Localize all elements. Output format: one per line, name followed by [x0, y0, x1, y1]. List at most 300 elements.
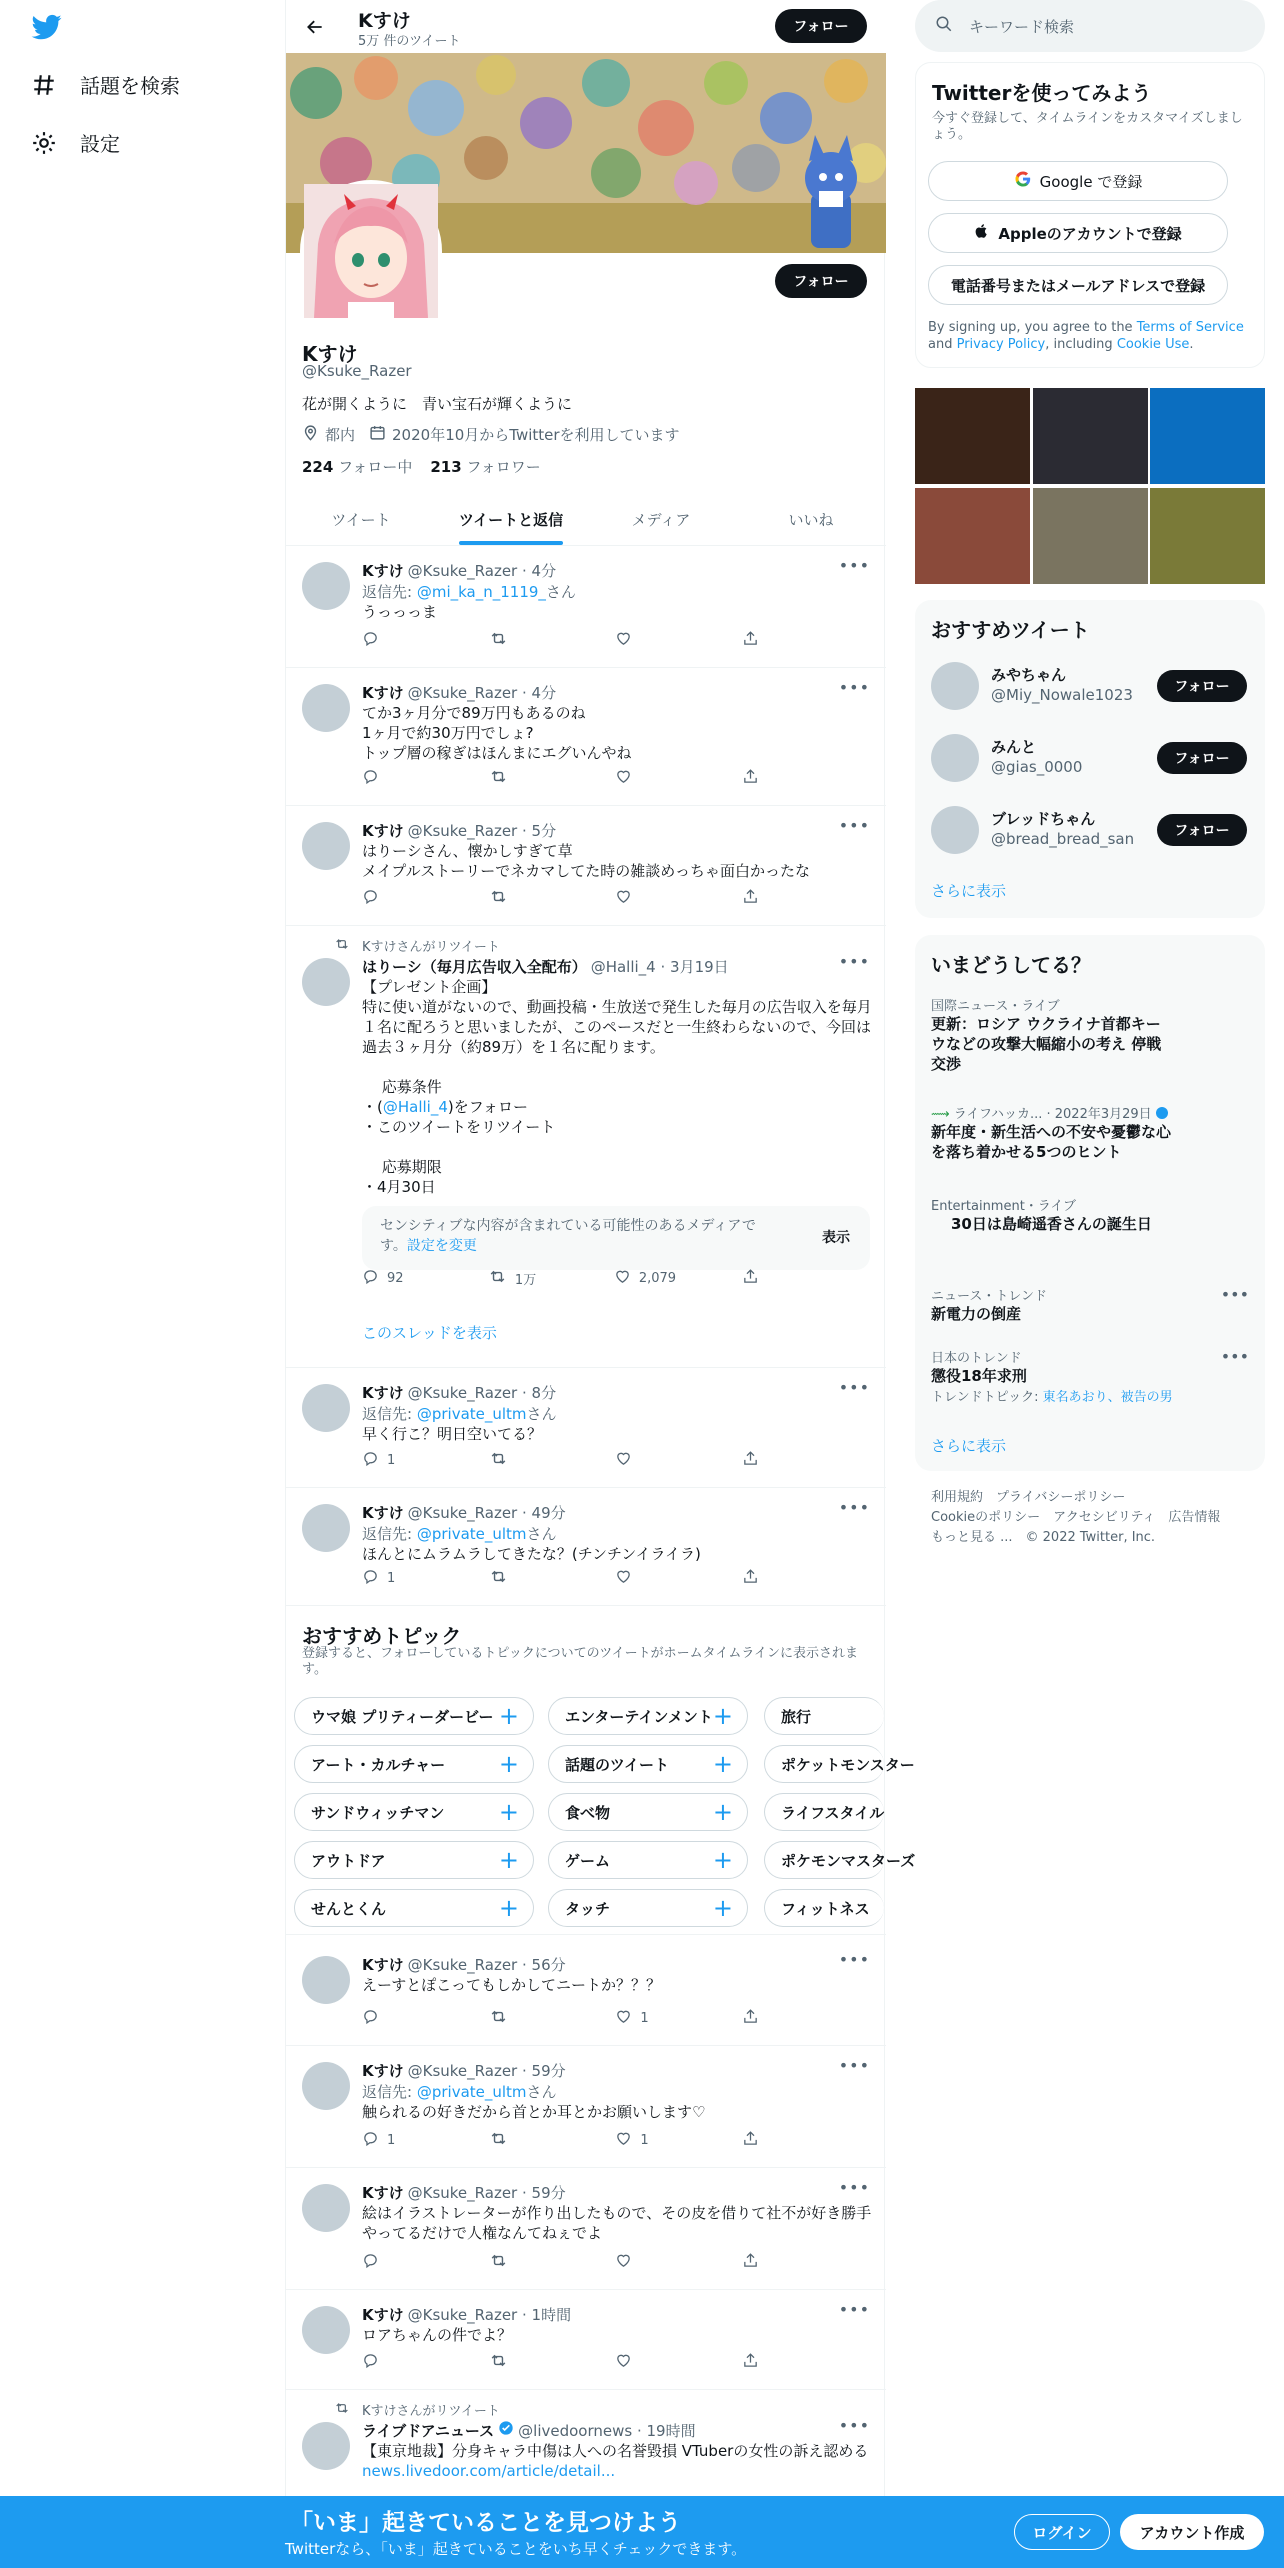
- topic-label: せんとくん: [311, 1899, 387, 1918]
- tweet-text: 早く行こ？明日空いてる？: [362, 1425, 543, 1443]
- more-icon[interactable]: •••: [838, 2056, 870, 2075]
- like-button[interactable]: [615, 630, 675, 650]
- twitter-logo-icon[interactable]: [30, 12, 70, 44]
- topics-subtitle: 登録すると、フォローしているトピックについてのツイートがホームタイムラインに表示されます。: [302, 1646, 859, 1677]
- tweet-author-name[interactable]: Kすけ: [362, 562, 404, 580]
- location-pin-icon: [302, 424, 319, 445]
- like-button[interactable]: [615, 1450, 675, 1470]
- tweet-actions: [362, 1568, 802, 1588]
- tweet-avatar[interactable]: [302, 2062, 350, 2110]
- google-signup-button[interactable]: [928, 161, 1228, 201]
- tweet-handle-time: @Ksuke_Razer · 5分: [407, 822, 557, 840]
- heart-icon: [615, 630, 632, 651]
- reply-button[interactable]: [362, 2130, 422, 2150]
- search-icon: [935, 15, 953, 37]
- reply-icon: [362, 1450, 379, 1471]
- more-icon[interactable]: •••: [1220, 1347, 1249, 1366]
- heart-icon: [615, 768, 632, 789]
- footer-line[interactable]: 利用規約 プライバシーポリシー: [931, 1490, 1126, 1505]
- retweet-icon: [489, 1449, 508, 1472]
- like-button[interactable]: [615, 2252, 675, 2272]
- gear-icon: [30, 129, 58, 157]
- login-button[interactable]: ログイン: [1014, 2514, 1110, 2550]
- tweet-text: てか3ヶ月分で89万円もあるのね 1ヶ月で約30万円でしょ? トップ層の稼ぎはほんまにエグいんやね: [362, 704, 632, 762]
- profile-joined: [369, 424, 680, 445]
- tweet-actions: [362, 2008, 802, 2028]
- like-button[interactable]: [615, 2130, 675, 2150]
- topic-chip[interactable]: [548, 1793, 748, 1831]
- more-icon[interactable]: •••: [838, 1498, 870, 1517]
- heart-icon: [615, 2008, 632, 2029]
- retweet-button[interactable]: [489, 2252, 549, 2272]
- trend-sub-label: トレンドトピック:: [931, 1390, 1043, 1405]
- retweet-button[interactable]: [489, 2008, 549, 2028]
- profile-avatar[interactable]: [300, 180, 442, 322]
- signup-card: [915, 62, 1265, 368]
- tweet-avatar[interactable]: [302, 2422, 350, 2470]
- more-icon[interactable]: •••: [838, 678, 870, 697]
- tweet-author-name[interactable]: Kすけ: [362, 2184, 404, 2202]
- tweet-handle-time: @Ksuke_Razer · 59分: [407, 2184, 566, 2202]
- share-icon: [742, 2008, 759, 2029]
- tweet[interactable]: [286, 926, 886, 1368]
- signup-title: Twitterを使ってみよう: [932, 81, 1152, 105]
- suggestion-avatar[interactable]: [931, 806, 979, 854]
- heart-icon: [615, 1568, 632, 1589]
- trends-show-more[interactable]: さらに表示: [931, 1437, 1007, 1455]
- terms-text: By signing up, you agree to the: [928, 320, 1137, 335]
- trend-title: 懲役18年求刑: [931, 1367, 1027, 1385]
- trend-context: ニュース・トレンド: [931, 1289, 1048, 1304]
- tweet-handle-time: @Ksuke_Razer · 1時間: [407, 2306, 572, 2324]
- more-icon[interactable]: •••: [838, 1378, 870, 1397]
- suggestion-handle: @bread_bread_san: [991, 830, 1135, 848]
- bottom-bar-subtitle: Twitterなら、「いま」起きていることをいち早くチェックできます。: [285, 2540, 747, 2558]
- change-settings-link[interactable]: 設定を変更: [406, 1238, 477, 1254]
- tweet-handle-time: @Ksuke_Razer · 56分: [407, 1956, 566, 1974]
- tweet-avatar[interactable]: [302, 1504, 350, 1552]
- suggestion-follow-button[interactable]: フォロー: [1157, 670, 1247, 702]
- trend-title: 30日は島崎遥香さんの誕生日: [951, 1215, 1152, 1233]
- share-button[interactable]: [742, 768, 802, 788]
- retweeted-by-label: Kすけさんがリツイート: [362, 2404, 500, 2419]
- topic-label: 食べ物: [565, 1803, 611, 1822]
- tweet-author-name[interactable]: ライブドアニュース: [362, 2422, 495, 2440]
- tweet-avatar[interactable]: [302, 1956, 350, 2004]
- tweet-avatar[interactable]: [302, 1384, 350, 1432]
- topic-chip[interactable]: [294, 1889, 534, 1927]
- tweet-actions: [362, 1450, 802, 1470]
- share-button[interactable]: [742, 2252, 802, 2272]
- more-icon[interactable]: •••: [1220, 1285, 1249, 1304]
- tweet-text-part: )をフォロー ・このツイートをリツイート 応募期限 ・4月30日: [362, 1098, 556, 1196]
- reply-button[interactable]: [362, 1268, 422, 1288]
- who-to-follow-title: おすすめツイート: [931, 618, 1090, 642]
- topic-chip[interactable]: [548, 1889, 748, 1927]
- calendar-icon: [369, 424, 386, 445]
- more-icon[interactable]: •••: [838, 2178, 870, 2197]
- tweet-header: [362, 1954, 872, 1975]
- retweet-button[interactable]: [489, 630, 549, 650]
- tweet[interactable]: [286, 668, 886, 806]
- reply-icon: [362, 2008, 379, 2029]
- search-placeholder: キーワード検索: [969, 17, 1075, 36]
- reply-to-line: [362, 1523, 872, 1544]
- sensitive-media-warning: [362, 1206, 870, 1270]
- reply-button[interactable]: [362, 630, 422, 650]
- plus-icon: +: [712, 1798, 733, 1826]
- tweet-text: ロアちゃんの件でよ？: [362, 2326, 513, 2344]
- share-button[interactable]: [742, 630, 802, 650]
- like-button[interactable]: [615, 1568, 675, 1588]
- reply-suffix: さん: [526, 1405, 557, 1423]
- footer-line[interactable]: Cookieのポリシー アクセシビリティ 広告情報: [931, 1510, 1221, 1525]
- reply-icon: [362, 768, 379, 789]
- reply-prefix: 返信先:: [362, 583, 413, 601]
- tweet-avatar[interactable]: [302, 2306, 350, 2354]
- followers-link[interactable]: [430, 456, 540, 477]
- retweet-icon: [488, 1267, 507, 1290]
- reply-to-line: [362, 2081, 872, 2102]
- tweet-text: はりーシさん、懐かしすぎて草 メイプルストーリーでネカマしてた時の雑談めっちゃ面白かったな: [362, 842, 811, 880]
- reply-to-line: [362, 1403, 872, 1424]
- share-button[interactable]: [742, 1568, 802, 1588]
- share-button[interactable]: [742, 2352, 802, 2372]
- tweet[interactable]: [286, 546, 886, 668]
- media-photo-grid: [915, 388, 1265, 584]
- retweet-icon: [489, 629, 508, 652]
- trend-item[interactable]: [931, 1285, 1251, 1324]
- trend-sub-links[interactable]: 東名あおり、被告の男: [1042, 1390, 1173, 1405]
- tweet-header: [362, 2420, 872, 2441]
- retweet-icon: [489, 1567, 508, 1590]
- tweet-author-name[interactable]: Kすけ: [362, 684, 404, 702]
- tweet-author-name[interactable]: Kすけ: [362, 2062, 404, 2080]
- retweet-button[interactable]: [489, 1450, 549, 1470]
- bottom-bar-title: 「いま」起きていることを見つけよう: [290, 2510, 681, 2536]
- media-thumbnail[interactable]: [1150, 488, 1265, 584]
- profile-column: [285, 0, 916, 2568]
- trend-context-row: [931, 1103, 1251, 1122]
- topic-label: ポケットモンスター: [781, 1755, 915, 1774]
- share-button[interactable]: [742, 888, 802, 908]
- terms-text: and: [928, 337, 957, 352]
- like-button[interactable]: [615, 768, 675, 788]
- share-icon: [742, 888, 759, 909]
- reply-to-handle[interactable]: @mi_ka_n_1119_: [416, 583, 546, 601]
- media-thumbnail[interactable]: [915, 388, 1030, 484]
- tweet-body: [362, 1954, 872, 1995]
- signup-terms: [928, 319, 1254, 353]
- share-icon: [742, 2352, 759, 2373]
- topic-label: 旅行: [781, 1707, 812, 1726]
- google-icon: [1014, 170, 1032, 192]
- more-icon[interactable]: •••: [838, 2300, 870, 2319]
- reply-icon: [362, 2352, 379, 2373]
- profile-tabs: [286, 494, 886, 546]
- tweet-text: えーすとぽこってもしかしてニートか？？？: [362, 1976, 661, 1994]
- terms-text: , including: [1045, 337, 1117, 352]
- tweet[interactable]: [286, 2046, 886, 2168]
- tab-tweets-and-replies[interactable]: ツイートと返信: [436, 494, 586, 545]
- reply-suffix: さん: [545, 583, 576, 601]
- apple-signup-button[interactable]: [928, 213, 1228, 253]
- tweet[interactable]: [286, 1368, 886, 1488]
- reply-to-handle[interactable]: @private_ultm: [416, 1525, 527, 1543]
- retweet-icon: [489, 2351, 508, 2374]
- tweet-author-name[interactable]: Kすけ: [362, 2306, 404, 2324]
- media-thumbnail[interactable]: [1150, 388, 1265, 484]
- topic-chip[interactable]: [764, 1841, 916, 1879]
- tweet-header: [362, 2182, 872, 2203]
- retweet-icon: [489, 887, 508, 910]
- tweet-avatar[interactable]: [302, 822, 350, 870]
- tweet-text: [362, 977, 872, 1197]
- tweet-author-name[interactable]: Kすけ: [362, 1384, 404, 1402]
- like-count: 1: [640, 2010, 649, 2026]
- retweet-icon: [334, 2400, 350, 2420]
- tweet-author-name[interactable]: はりーシ（毎月広告収入全配布）: [362, 958, 587, 976]
- trend-title: 更新：ロシア ウクライナ首都キーウなどの攻撃大幅縮小の考え 停戦交渉: [931, 1015, 1162, 1073]
- mention-link[interactable]: @Halli_4: [382, 1098, 448, 1116]
- profile-handle: @Ksuke_Razer: [302, 362, 412, 380]
- media-thumbnail[interactable]: [1033, 488, 1148, 584]
- follow-suggestion[interactable]: [915, 722, 1265, 792]
- reply-icon: [362, 2252, 379, 2273]
- topic-chip[interactable]: [764, 1697, 884, 1735]
- reply-button[interactable]: [362, 1450, 422, 1470]
- cookie-use-link[interactable]: Cookie Use: [1116, 337, 1190, 352]
- followers-count: 213: [430, 458, 462, 476]
- tab-media[interactable]: メディア: [631, 511, 691, 529]
- share-button[interactable]: [742, 1450, 802, 1470]
- suggestion-avatar[interactable]: [931, 662, 979, 710]
- suggestion-follow-button[interactable]: フォロー: [1157, 742, 1247, 774]
- topic-chip[interactable]: [294, 1745, 534, 1783]
- reply-button[interactable]: [362, 888, 422, 908]
- tweet[interactable]: [286, 1488, 886, 1606]
- signup-bottom-bar: [0, 2496, 1284, 2568]
- tweet-handle-time: @Ksuke_Razer · 4分: [407, 562, 557, 580]
- reply-button[interactable]: [362, 768, 422, 788]
- reply-prefix: 返信先:: [362, 2083, 413, 2101]
- reply-prefix: 返信先:: [362, 1525, 413, 1543]
- plus-icon: +: [712, 1894, 733, 1922]
- signup-subtitle: 今すぐ登録して、タイムラインをカスタマイズしましょう。: [932, 111, 1243, 142]
- topic-chip[interactable]: [294, 1793, 534, 1831]
- like-count: 2,079: [638, 1270, 677, 1286]
- tweet-avatar[interactable]: [302, 684, 350, 732]
- left-nav: [0, 0, 285, 2568]
- tweet-handle-time: @Ksuke_Razer · 4分: [407, 684, 557, 702]
- tweet[interactable]: [286, 2290, 886, 2390]
- terms-of-service-link[interactable]: Terms of Service: [1136, 320, 1244, 335]
- tweet-link[interactable]: news.livedoor.com/article/detail...: [362, 2462, 616, 2480]
- plus-icon: +: [498, 1750, 519, 1778]
- reply-icon: [362, 1568, 379, 1589]
- profile-follow-button[interactable]: フォロー: [775, 264, 867, 298]
- topic-label: タッチ: [565, 1899, 611, 1918]
- trend-item[interactable]: [931, 995, 1251, 1074]
- trends-card: [915, 935, 1265, 1471]
- tweet-body: [362, 820, 872, 881]
- tweet-actions: [362, 2130, 802, 2150]
- heart-icon: [615, 1450, 632, 1471]
- tweet[interactable]: [286, 2390, 886, 2500]
- trend-item[interactable]: [931, 1195, 1251, 1234]
- topic-chip[interactable]: [548, 1697, 748, 1735]
- retweet-icon: [489, 2251, 508, 2274]
- follow-suggestion[interactable]: [915, 650, 1265, 720]
- retweet-button[interactable]: [489, 888, 549, 908]
- signup-button[interactable]: アカウント作成: [1120, 2514, 1264, 2550]
- following-link[interactable]: [302, 456, 412, 477]
- topic-chip[interactable]: [764, 1889, 884, 1927]
- tab-tweets[interactable]: ツイート: [331, 511, 391, 529]
- reply-button[interactable]: [362, 2352, 422, 2372]
- nav-settings-label: 設定: [80, 132, 120, 156]
- reply-button[interactable]: [362, 1568, 422, 1588]
- tweet-avatar[interactable]: [302, 562, 350, 610]
- suggestion-avatar[interactable]: [931, 734, 979, 782]
- tweet[interactable]: [286, 2168, 886, 2290]
- followers-label: フォロワー: [466, 458, 541, 476]
- more-icon[interactable]: •••: [838, 2416, 870, 2435]
- share-button[interactable]: [742, 1268, 802, 1288]
- tab-likes[interactable]: いいね: [788, 511, 834, 529]
- retweet-button[interactable]: [489, 1568, 549, 1588]
- trend-context: 国際ニュース・ライブ: [931, 999, 1060, 1014]
- like-button[interactable]: [615, 2352, 675, 2372]
- retweet-button[interactable]: [489, 2352, 549, 2372]
- reply-button[interactable]: [362, 2252, 422, 2272]
- tweet[interactable]: [286, 806, 886, 926]
- back-arrow-icon[interactable]: [300, 12, 330, 42]
- profile-joined-text: 2020年10月からTwitterを利用しています: [392, 426, 680, 444]
- footer-line[interactable]: もっと見る ... © 2022 Twitter, Inc.: [931, 1530, 1156, 1545]
- sensitive-text-main: センシティブな内容が含まれている可能性のあるメディアです。: [380, 1218, 756, 1254]
- trends-title: いまどうしてる？: [931, 953, 1091, 977]
- like-button[interactable]: [615, 2008, 675, 2028]
- suggestion-handle: @Miy_Nowale1023: [991, 686, 1133, 704]
- header-follow-button[interactable]: フォロー: [775, 9, 867, 43]
- more-icon[interactable]: •••: [838, 1950, 870, 1969]
- like-button[interactable]: [614, 1268, 676, 1288]
- nav-settings[interactable]: [30, 128, 120, 157]
- topic-chip[interactable]: [764, 1793, 884, 1831]
- tweet-author-name[interactable]: Kすけ: [362, 822, 404, 840]
- media-thumbnail[interactable]: [915, 488, 1030, 584]
- tweet-header: [362, 682, 872, 703]
- verified-badge-icon: [1156, 1107, 1168, 1119]
- profile-meta: [302, 424, 680, 445]
- retweeted-by-label: Kすけさんがリツイート: [362, 940, 500, 955]
- tweet-header: [362, 956, 872, 977]
- rt-count: 1万: [514, 1272, 537, 1288]
- more-icon[interactable]: •••: [838, 952, 870, 971]
- tweet-avatar[interactable]: [302, 958, 350, 1006]
- follow-suggestion[interactable]: [915, 794, 1265, 864]
- trend-item[interactable]: [931, 1103, 1251, 1162]
- trend-item[interactable]: [931, 1347, 1251, 1405]
- show-thread-link[interactable]: このスレッドを表示: [362, 1324, 497, 1342]
- topic-chip[interactable]: [548, 1841, 748, 1879]
- suggestion-name: ブレッドちゃん: [991, 810, 1096, 828]
- share-icon: [742, 1450, 759, 1471]
- plus-icon: +: [498, 1846, 519, 1874]
- more-icon[interactable]: •••: [838, 816, 870, 835]
- source-logo-icon: ⟿: [931, 1107, 950, 1122]
- heart-icon: [614, 1268, 631, 1289]
- share-icon: [742, 1268, 759, 1289]
- retweet-icon: [489, 2129, 508, 2152]
- reply-icon: [362, 888, 379, 909]
- topic-chip[interactable]: [548, 1745, 748, 1783]
- verified-badge-icon: [498, 2420, 514, 2441]
- tweet-author-name[interactable]: Kすけ: [362, 1504, 404, 1522]
- tweet-author-name[interactable]: Kすけ: [362, 1956, 404, 1974]
- who-to-follow-card: [915, 600, 1265, 918]
- tweet-header: [362, 2304, 872, 2325]
- topic-label: アート・カルチャー: [311, 1755, 446, 1774]
- reply-to-handle[interactable]: @private_ultm: [416, 1405, 527, 1423]
- topic-label: フィットネス: [781, 1899, 870, 1918]
- heart-icon: [615, 888, 632, 909]
- share-button[interactable]: [742, 2008, 802, 2028]
- topic-chip[interactable]: [764, 1745, 915, 1783]
- suggestion-handle: @gias_0000: [991, 758, 1083, 776]
- topic-label: アウトドア: [311, 1851, 386, 1870]
- like-button[interactable]: [615, 888, 675, 908]
- plus-icon: +: [712, 1702, 734, 1730]
- nav-explore[interactable]: [30, 70, 180, 99]
- media-thumbnail[interactable]: [1033, 388, 1148, 484]
- topic-label: ポケモンマスターズ: [781, 1851, 916, 1870]
- tweet[interactable]: [286, 1940, 886, 2046]
- reply-to-handle[interactable]: @private_ultm: [416, 2083, 527, 2101]
- share-button[interactable]: [742, 2130, 802, 2150]
- profile-name: Kすけ: [302, 342, 358, 366]
- plus-icon: +: [498, 1798, 519, 1826]
- topic-label: 話題のツイート: [565, 1755, 669, 1774]
- reply-suffix: さん: [526, 1525, 557, 1543]
- retweet-button[interactable]: [488, 1268, 548, 1288]
- plus-icon: +: [712, 1846, 733, 1874]
- reply-icon: [362, 1268, 379, 1289]
- topic-chip[interactable]: [294, 1697, 534, 1735]
- more-icon[interactable]: •••: [838, 556, 870, 575]
- retweet-button[interactable]: [489, 2130, 549, 2150]
- topic-label: ゲーム: [565, 1851, 611, 1870]
- phone-signup-button[interactable]: 電話番号またはメールアドレスで登録: [928, 265, 1228, 305]
- privacy-policy-link[interactable]: Privacy Policy: [956, 337, 1046, 352]
- topic-label: ウマ娘 プリティーダービー: [311, 1707, 494, 1726]
- who-to-follow-show-more[interactable]: さらに表示: [931, 882, 1007, 900]
- retweet-button[interactable]: [489, 768, 549, 788]
- reply-button[interactable]: [362, 2008, 422, 2028]
- suggestion-follow-button[interactable]: フォロー: [1157, 814, 1247, 846]
- trend-title: 新電力の倒産: [931, 1305, 1022, 1323]
- tweet-body: [362, 956, 872, 1197]
- topic-chip[interactable]: [294, 1841, 534, 1879]
- tweet-body: [362, 2304, 872, 2345]
- search-box[interactable]: [915, 0, 1265, 52]
- show-media-button[interactable]: 表示: [822, 1230, 850, 1246]
- topic-label: サンドウィッチマン: [311, 1803, 445, 1822]
- sensitive-text: [380, 1216, 760, 1256]
- plus-icon: +: [712, 1750, 733, 1778]
- tweet-avatar[interactable]: [302, 2184, 350, 2232]
